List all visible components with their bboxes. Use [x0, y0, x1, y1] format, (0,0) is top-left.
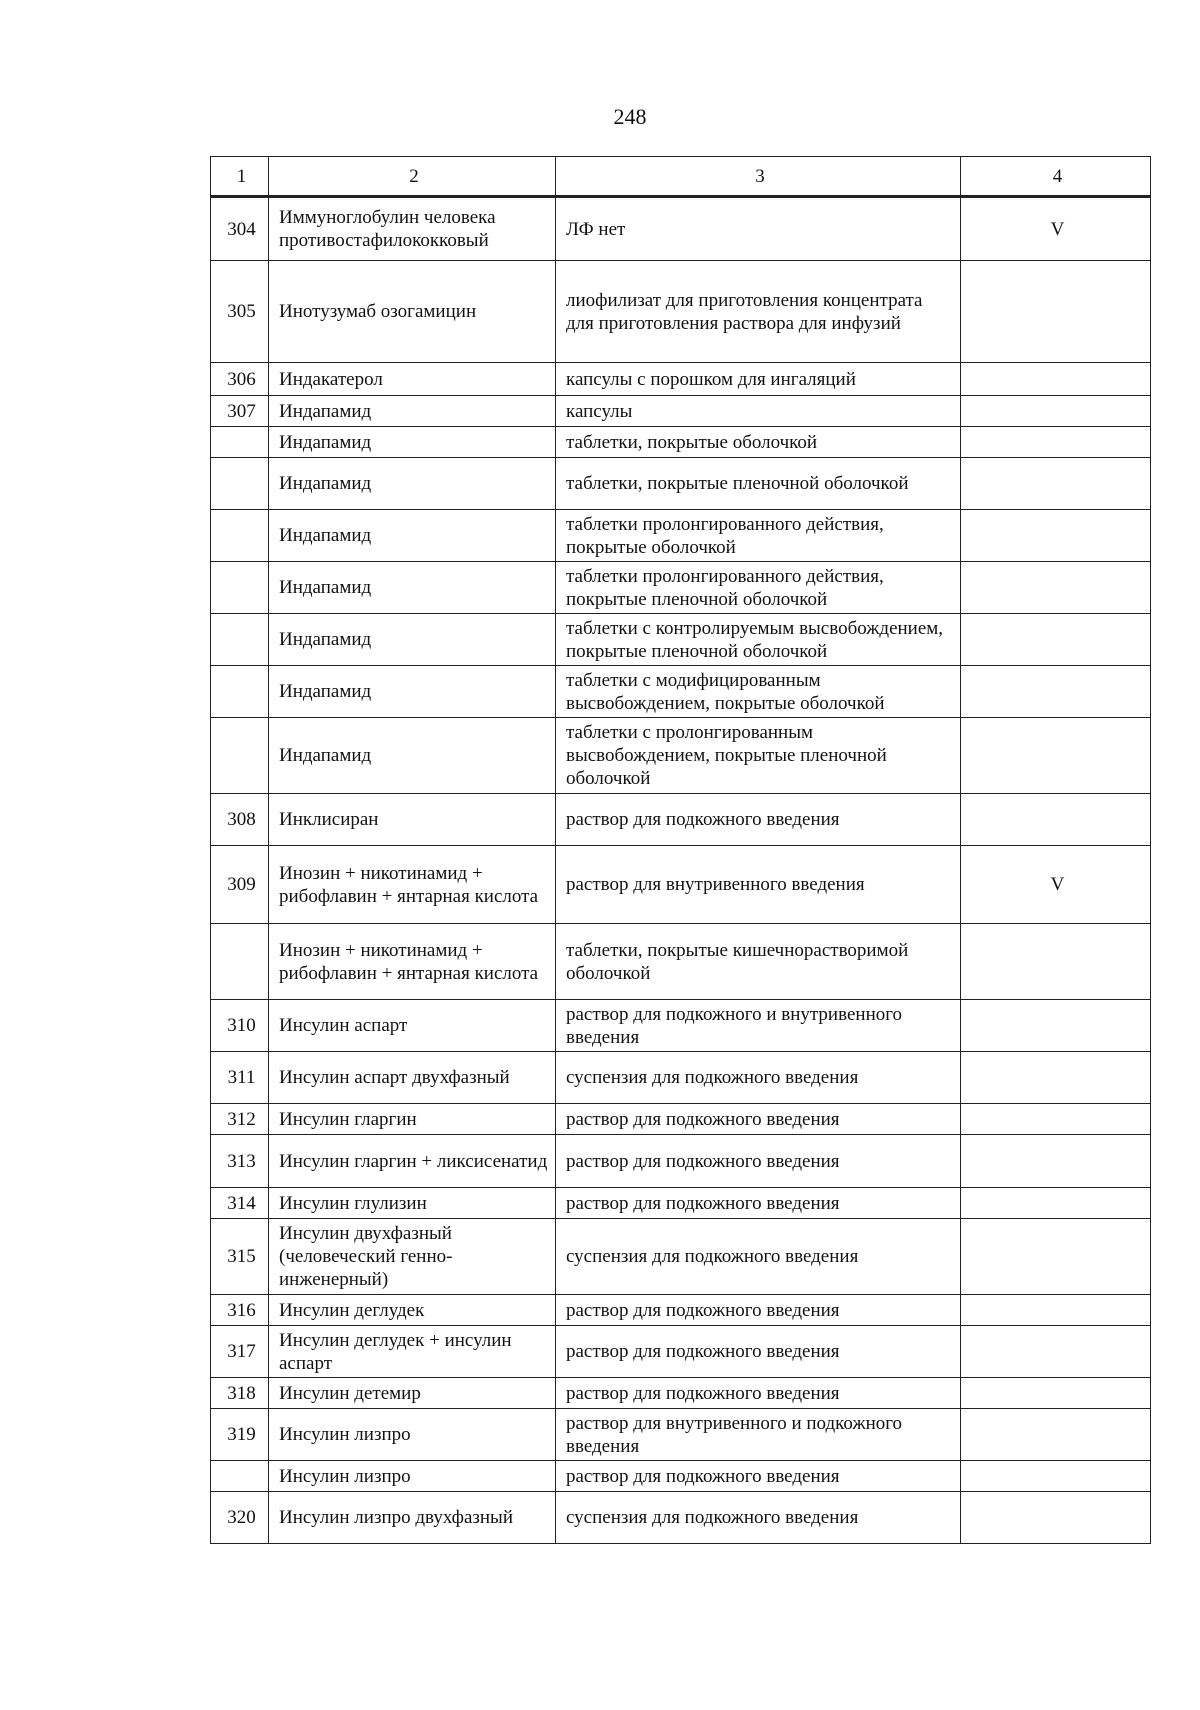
dosage-form: капсулы [556, 396, 961, 427]
drug-name: Инсулин гларгин [269, 1104, 556, 1135]
vital-mark [961, 1104, 1151, 1135]
row-number [211, 1461, 269, 1492]
table-row [211, 1219, 1151, 1295]
table-row [211, 1409, 1151, 1461]
dosage-form: суспензия для подкожного введения [556, 1052, 961, 1104]
dosage-form: раствор для подкожного и внутривенного введения [556, 1000, 961, 1052]
row-number [211, 718, 269, 794]
drug-name: Индапамид [269, 458, 556, 510]
vital-mark [961, 1461, 1151, 1492]
drug-name: Индапамид [269, 614, 556, 666]
table-row [211, 261, 1151, 363]
table-row [211, 562, 1151, 614]
dosage-form: раствор для внутривенного и подкожного введения [556, 1409, 961, 1461]
drug-name: Индапамид [269, 427, 556, 458]
table-row [211, 846, 1151, 924]
vital-mark [961, 1000, 1151, 1052]
row-number [211, 924, 269, 1000]
vital-mark [961, 427, 1151, 458]
dosage-form: раствор для подкожного введения [556, 1461, 961, 1492]
drug-name: Инсулин лизпро двухфазный [269, 1492, 556, 1544]
table-row [211, 1052, 1151, 1104]
vital-mark [961, 614, 1151, 666]
dosage-form: таблетки, покрытые пленочной оболочкой [556, 458, 961, 510]
dosage-form: суспензия для подкожного введения [556, 1492, 961, 1544]
dosage-form: раствор для подкожного введения [556, 794, 961, 846]
vital-mark [961, 1326, 1151, 1378]
header-col-3: 3 [556, 157, 961, 197]
row-number: 306 [211, 363, 269, 396]
drug-name: Инозин + никотинамид + рибофлавин + янтарная кислота [269, 846, 556, 924]
dosage-form: таблетки пролонгированного действия, покрытые оболочкой [556, 510, 961, 562]
vital-mark [961, 396, 1151, 427]
table-row [211, 1188, 1151, 1219]
drug-name: Инсулин глулизин [269, 1188, 556, 1219]
drug-name: Инсулин лизпро [269, 1409, 556, 1461]
row-number: 307 [211, 396, 269, 427]
row-number: 310 [211, 1000, 269, 1052]
row-number: 315 [211, 1219, 269, 1295]
drug-name: Инсулин деглудек [269, 1295, 556, 1326]
row-number: 312 [211, 1104, 269, 1135]
vital-mark [961, 1135, 1151, 1188]
dosage-form: таблетки с модифицированным высвобождением, покрытые оболочкой [556, 666, 961, 718]
vital-mark [961, 363, 1151, 396]
drug-name: Инсулин гларгин + ликсисенатид [269, 1135, 556, 1188]
dosage-form: раствор для подкожного введения [556, 1188, 961, 1219]
header-col-4: 4 [961, 157, 1151, 197]
row-number [211, 427, 269, 458]
drug-name: Инсулин двухфазный (человеческий генно-инженерный) [269, 1219, 556, 1295]
dosage-form: суспензия для подкожного введения [556, 1219, 961, 1295]
table-body [211, 197, 1151, 1544]
dosage-form: раствор для подкожного введения [556, 1295, 961, 1326]
vital-mark [961, 1219, 1151, 1295]
vital-mark [961, 261, 1151, 363]
row-number: 308 [211, 794, 269, 846]
vital-mark [961, 1295, 1151, 1326]
page-number: 248 [613, 104, 647, 129]
drug-name: Инсулин детемир [269, 1378, 556, 1409]
drug-name: Инклисиран [269, 794, 556, 846]
row-number: 311 [211, 1052, 269, 1104]
table-row [211, 1000, 1151, 1052]
dosage-form: раствор для внутривенного введения [556, 846, 961, 924]
vital-mark: V [961, 846, 1151, 924]
table-row [211, 363, 1151, 396]
vital-mark [961, 1188, 1151, 1219]
drug-name: Инсулин аспарт двухфазный [269, 1052, 556, 1104]
table-header [211, 157, 1151, 197]
vital-mark [961, 1378, 1151, 1409]
table-row [211, 1461, 1151, 1492]
vital-mark [961, 794, 1151, 846]
dosage-form: таблетки пролонгированного действия, покрытые пленочной оболочкой [556, 562, 961, 614]
table-row [211, 1104, 1151, 1135]
drug-name: Индапамид [269, 666, 556, 718]
dosage-form: таблетки, покрытые кишечнорастворимой оболочкой [556, 924, 961, 1000]
row-number: 309 [211, 846, 269, 924]
table-row [211, 924, 1151, 1000]
row-number [211, 666, 269, 718]
vital-mark [961, 1409, 1151, 1461]
vital-mark [961, 458, 1151, 510]
table-row [211, 718, 1151, 794]
drug-name: Индакатерол [269, 363, 556, 396]
row-number: 316 [211, 1295, 269, 1326]
vital-mark [961, 1492, 1151, 1544]
row-number [211, 458, 269, 510]
header-col-2: 2 [269, 157, 556, 197]
table-row [211, 427, 1151, 458]
row-number [211, 510, 269, 562]
row-number [211, 562, 269, 614]
dosage-form: раствор для подкожного введения [556, 1326, 961, 1378]
table-row [211, 794, 1151, 846]
table-row [211, 396, 1151, 427]
vital-mark [961, 562, 1151, 614]
dosage-form: раствор для подкожного введения [556, 1378, 961, 1409]
row-number: 314 [211, 1188, 269, 1219]
vital-mark [961, 1052, 1151, 1104]
row-number: 304 [211, 197, 269, 261]
drug-name: Индапамид [269, 510, 556, 562]
vital-mark [961, 718, 1151, 794]
drug-name: Инотузумаб озогамицин [269, 261, 556, 363]
table-row [211, 197, 1151, 261]
table-row [211, 614, 1151, 666]
row-number: 319 [211, 1409, 269, 1461]
vital-mark: V [961, 197, 1151, 261]
table-row [211, 458, 1151, 510]
header-col-1: 1 [211, 157, 269, 197]
vital-mark [961, 666, 1151, 718]
drug-name: Инсулин деглудек + инсулин аспарт [269, 1326, 556, 1378]
vital-mark [961, 510, 1151, 562]
dosage-form: раствор для подкожного введения [556, 1135, 961, 1188]
table-row [211, 1326, 1151, 1378]
row-number: 313 [211, 1135, 269, 1188]
row-number: 317 [211, 1326, 269, 1378]
row-number: 318 [211, 1378, 269, 1409]
table-row [211, 1295, 1151, 1326]
vital-mark [961, 924, 1151, 1000]
dosage-form: таблетки с контролируемым высвобождением, покрытые пленочной оболочкой [556, 614, 961, 666]
drug-name: Иммуноглобулин человека противостафилококковый [269, 197, 556, 261]
dosage-form: капсулы с порошком для ингаляций [556, 363, 961, 396]
drug-name: Инсулин лизпро [269, 1461, 556, 1492]
table-row [211, 510, 1151, 562]
drug-name: Инсулин аспарт [269, 1000, 556, 1052]
row-number [211, 614, 269, 666]
drug-name: Индапамид [269, 562, 556, 614]
dosage-form: раствор для подкожного введения [556, 1104, 961, 1135]
drug-table [210, 156, 1151, 1544]
row-number: 305 [211, 261, 269, 363]
table-row [211, 1492, 1151, 1544]
header-row [211, 157, 1151, 197]
dosage-form: ЛФ нет [556, 197, 961, 261]
row-number: 320 [211, 1492, 269, 1544]
dosage-form: таблетки с пролонгированным высвобождением, покрытые пленочной оболочкой [556, 718, 961, 794]
drug-name: Инозин + никотинамид + рибофлавин + янтарная кислота [269, 924, 556, 1000]
table-row [211, 1378, 1151, 1409]
table-row [211, 666, 1151, 718]
dosage-form: лиофилизат для приготовления концентрата для приготовления раствора для инфузий [556, 261, 961, 363]
drug-name: Индапамид [269, 718, 556, 794]
table-row [211, 1135, 1151, 1188]
drug-name: Индапамид [269, 396, 556, 427]
dosage-form: таблетки, покрытые оболочкой [556, 427, 961, 458]
